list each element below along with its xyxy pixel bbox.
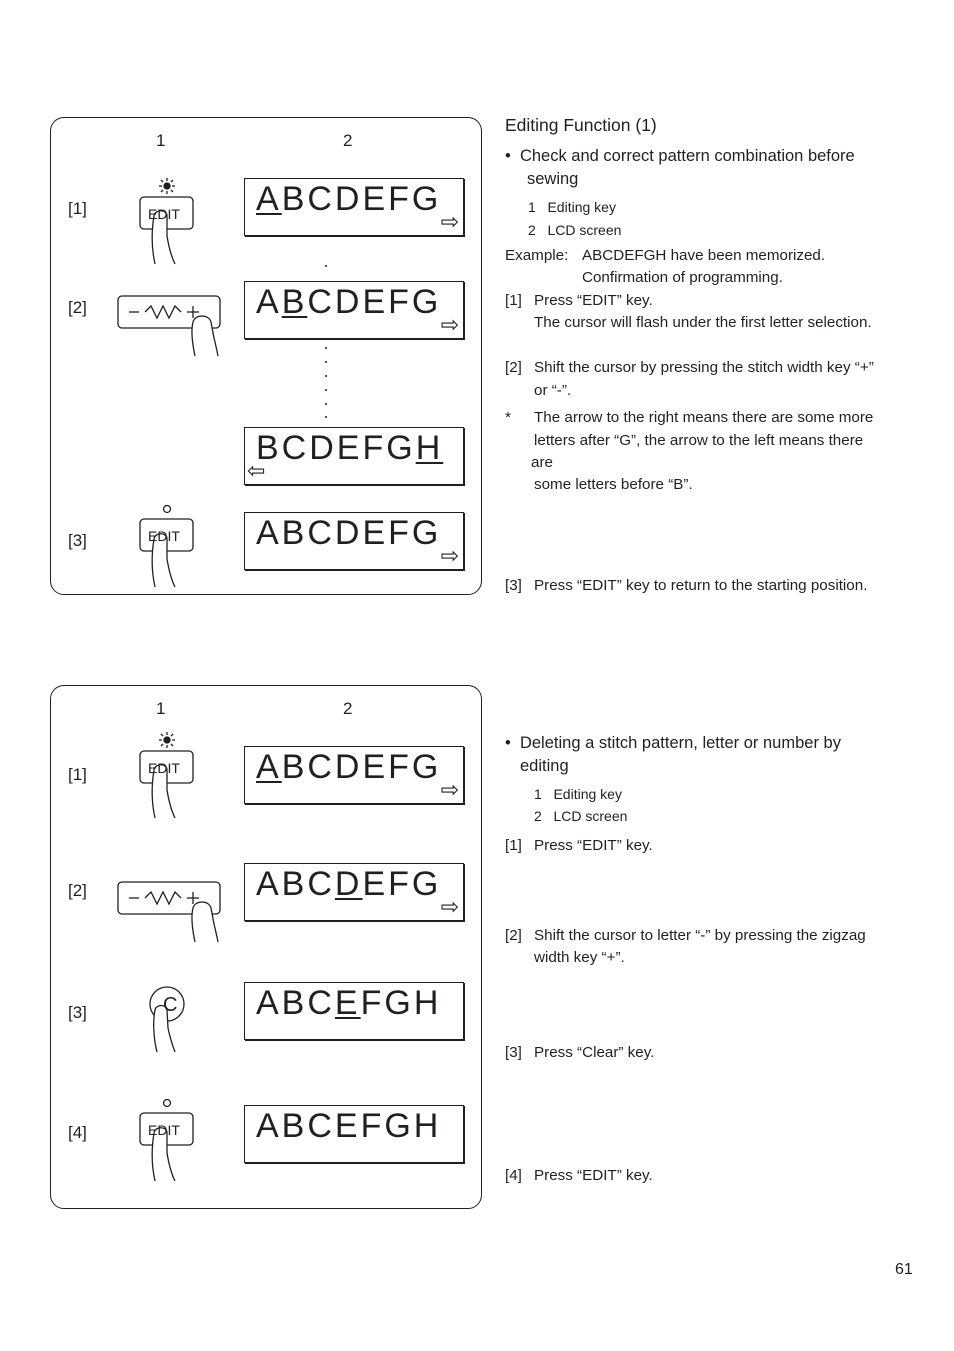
right-arrow-icon: ⇨ <box>440 209 459 234</box>
edit-key[interactable] <box>137 730 197 820</box>
step-text: [3] Press “EDIT” key to return to the starting position. <box>505 577 868 594</box>
step-text: or “-”. <box>534 382 572 399</box>
stitch-width-key-icon <box>117 880 227 944</box>
lcd-screen <box>244 512 464 570</box>
illustration-panel-2 <box>50 685 482 1209</box>
lcd-screen <box>244 178 464 236</box>
column-label-2: 2 <box>343 131 353 150</box>
step-label: [2] <box>68 881 87 900</box>
step-label: [3] <box>68 1003 87 1022</box>
lcd-text: ABCDEFG <box>256 748 442 786</box>
lcd-screen <box>244 982 464 1040</box>
step-label: [4] <box>68 1123 87 1142</box>
step-text: [2] Shift the cursor by pressing the stitch width key “+” <box>505 359 874 376</box>
lcd-screen <box>244 281 464 339</box>
clear-key-icon <box>145 984 195 1054</box>
stitch-width-key[interactable] <box>117 294 227 358</box>
edit-key-label: EDIT <box>148 528 180 544</box>
column-label-2: 2 <box>343 699 353 718</box>
edit-key-label: EDIT <box>148 760 180 776</box>
right-arrow-icon: ⇨ <box>440 894 459 919</box>
legend-item: 2 LCD screen <box>528 222 622 238</box>
lcd-screen <box>244 1105 464 1163</box>
edit-key-label: EDIT <box>148 1122 180 1138</box>
step-text: [3] Press “Clear” key. <box>505 1044 655 1061</box>
legend-item: 1 Editing key <box>534 786 622 802</box>
bullet-line: • Deleting a stitch pattern, letter or number by <box>505 734 841 752</box>
lcd-text: ABCEFGH <box>256 1107 442 1145</box>
right-arrow-icon: ⇨ <box>440 777 459 802</box>
legend-item: 2 LCD screen <box>534 808 628 824</box>
note-text: * The arrow to the right means there are some more <box>505 409 874 426</box>
lcd-text: ABCDEFG <box>256 180 442 218</box>
step-label: [1] <box>68 199 87 218</box>
lcd-screen <box>244 746 464 804</box>
example-line: Confirmation of programming. <box>582 269 783 286</box>
step-label: [1] <box>68 765 87 784</box>
step-text: The cursor will flash under the first letter selection. <box>534 314 872 331</box>
clear-key[interactable] <box>145 984 195 1054</box>
lcd-text: ABCDEFG <box>256 514 442 552</box>
edit-key[interactable] <box>137 1097 197 1187</box>
edit-key[interactable] <box>137 176 197 266</box>
lcd-text: ABCEFGH <box>256 984 442 1022</box>
lcd-screen <box>244 427 464 485</box>
legend-item: 1 Editing key <box>528 199 616 215</box>
step-text: [1] Press “EDIT” key. <box>505 837 653 854</box>
bullet-line: editing <box>520 757 569 775</box>
edit-key-icon <box>137 1097 197 1187</box>
bullet-line: sewing <box>527 170 579 188</box>
example-line: Example: ABCDEFGH have been memorized. <box>505 247 826 264</box>
bullet-line: • Check and correct pattern combination before <box>505 147 855 165</box>
illustration-panel-1 <box>50 117 482 595</box>
step-text: [2] Shift the cursor to letter “-” by pressing the zigzag <box>505 927 866 944</box>
edit-key-icon <box>137 503 197 593</box>
column-label-1: 1 <box>156 699 166 718</box>
stitch-width-key-icon <box>117 294 227 358</box>
lcd-text: BCDEFGH <box>256 429 444 467</box>
column-label-1: 1 <box>156 131 166 150</box>
right-arrow-icon: ⇨ <box>440 543 459 568</box>
continuation-dots <box>321 261 331 421</box>
note-text: some letters before “B”. <box>534 476 693 493</box>
edit-key[interactable] <box>137 503 197 593</box>
step-text: [1] Press “EDIT” key. <box>505 292 653 309</box>
note-text: letters after “G”, the arrow to the left means there <box>534 432 864 449</box>
note-text: are <box>531 454 553 471</box>
stitch-width-key[interactable] <box>117 880 227 944</box>
section-title: Editing Function (1) <box>505 115 657 135</box>
left-arrow-icon: ⇦ <box>247 458 266 483</box>
right-arrow-icon: ⇨ <box>440 312 459 337</box>
page-number: 61 <box>895 1261 913 1278</box>
lcd-text: ABCDEFG <box>256 865 442 903</box>
step-label: [2] <box>68 298 87 317</box>
edit-key-label: EDIT <box>148 206 180 222</box>
clear-key-label: C <box>163 994 178 1016</box>
step-label: [3] <box>68 531 87 550</box>
step-text: [4] Press “EDIT” key. <box>505 1167 653 1184</box>
lcd-text: ABCDEFG <box>256 283 442 321</box>
lcd-screen <box>244 863 464 921</box>
edit-key-icon <box>137 176 197 266</box>
step-text: width key “+”. <box>534 949 625 966</box>
edit-key-icon <box>137 730 197 820</box>
